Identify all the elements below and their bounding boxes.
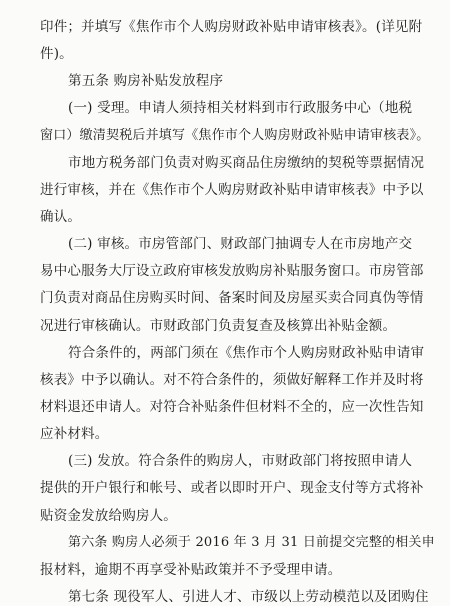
text-line: (一) 受理。申请人须持相关材料到市行政服务中心（地税 — [68, 100, 413, 116]
text-line: 窗口）缴清契税后并填写《焦作市个人购房财政补贴申请审核表》。 — [40, 128, 430, 143]
text-line: 况进行审核确认。市财政部门负责复查及核算出补贴金额。 — [40, 318, 397, 334]
text-line: 第六条 购房人必须于 2016 年 3 月 31 日前提交完整的相关申 — [68, 535, 435, 550]
text-line: 符合条件的，两部门须在《焦作市个人购房财政补贴申请审 — [68, 345, 425, 361]
text-line: 件)。 — [40, 46, 73, 62]
text-line: 提供的开户银行和帐号、或者以即时开户、现金支付等方式将补 — [40, 480, 424, 496]
section-heading: 第五条 购房补贴发放程序 — [68, 73, 224, 89]
text-line: 贴资金发放给购房人。 — [40, 508, 177, 524]
text-line: 材料退还申请人。对符合补贴条件但材料不全的，应一次性告知 — [40, 399, 424, 415]
text-line: 确认。 — [40, 209, 82, 225]
text-line: 报材料，逾期不再享受补贴政策并不予受理申请。 — [40, 562, 342, 578]
text-line: 第七条 现役军人、引进人才、市级以上劳动模范以及团购住 — [68, 589, 429, 605]
text-line: 门负责对商品住房购买时间、备案时间及房屋买卖合同真伪等情 — [40, 290, 424, 306]
text-line: (三) 发放。符合条件的购房人，市财政部门将按照申请人 — [68, 453, 413, 469]
text-line: 核表》中予以确认。对不符合条件的，须做好解释工作并及时将 — [40, 372, 424, 388]
text-line: 易中心服务大厅设立政府审核发放购房补贴服务窗口。市房管部 — [40, 263, 424, 279]
text-line: 市地方税务部门负责对购买商品住房缴纳的契税等票据情况 — [68, 155, 425, 171]
text-line: (二) 审核。市房管部门、财政部门抽调专人在市房地产交 — [68, 236, 413, 252]
text-line: 进行审核，并在《焦作市个人购房财政补贴申请审核表》中予以 — [40, 182, 424, 198]
text-line: 应补材料。 — [40, 426, 109, 442]
text-line: 印件；并填写《焦作市个人购房财政补贴申请审核表》。(详见附 — [40, 19, 423, 35]
